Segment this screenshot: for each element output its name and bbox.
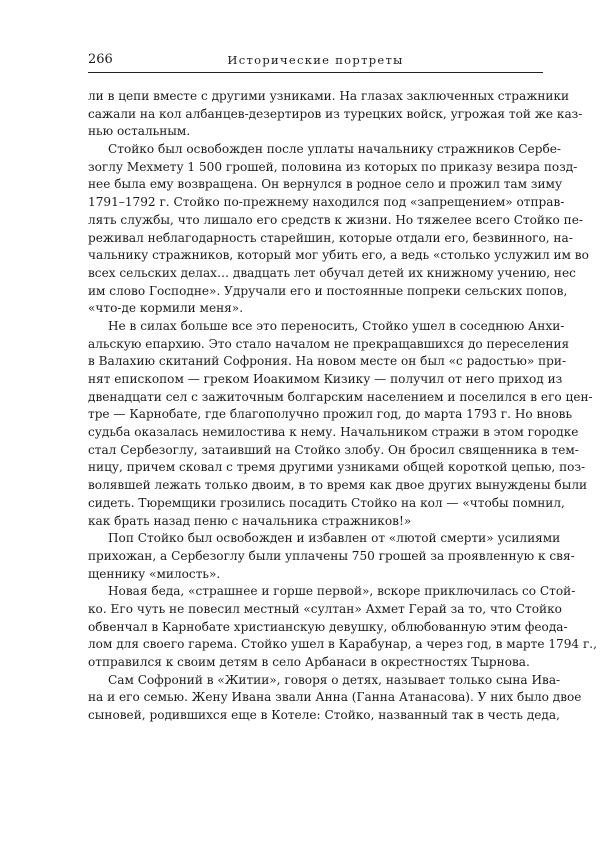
text-line: как брать назад пеню с начальника стражников!» [88,513,412,528]
text-line: волявшей лежать только двоим, в то время как двое других вынуждены были [88,478,588,493]
text-line: отправился к своим детям в село Арбанаси в окрестностях Тырнова. [88,655,530,669]
text-line: Не в силах больше все это переносить, Стойко ушел в соседнюю Анхи- [108,318,565,333]
text-line: сидеть. Тюремщики грозились посадить Стойко на кол — «чтобы помнил, [88,495,565,510]
text-line: нее была ему возвращена. Он вернулся в родное село и прожил там зиму [88,177,563,192]
text-line: двенадцати сел с зажиточным болгарским населением и поселился в его цен- [88,389,593,404]
text-line: всех сельских делах… двадцать лет обучал детей их книжному учению, нес [88,265,576,280]
text-line: в Валахию скитаний Софрония. На новом месте он был «с радостью» при- [88,354,567,369]
text-line: ли в цепи вместе с другими узниками. На глазах заключенных стражники [88,89,570,103]
text-line: Поп Стойко был освобожден и избавлен от «лютой смерти» усилиями [108,531,561,546]
text-line: им слово Господне». Удручали его и постоянные попреки сельских попов, [88,283,568,298]
page-number: 266 [88,52,113,67]
text-line: лять службы, что лишало его средств к жизни. Но тяжелее всего Стойко пе- [88,212,583,227]
paragraph [88,672,582,725]
text-line: ницу, причем сковал с тремя другими узниками общей короткой цепью, поз- [88,460,586,475]
text-line: щеннику «милость». [88,566,221,581]
paragraph [88,88,583,141]
text-line: обвенчал в Карнобате христианскую девушку, облюбованную этим феода- [88,619,568,634]
paragraph [88,141,589,318]
text-line: Новая беда, «страшнее и горше первой», вскоре приключилась со Стой- [108,584,576,599]
text-line: Сам Софроний в «Житии», говоря о детях, называет только сына Ива- [108,672,561,687]
text-line: прихожан, а Сербезоглу были уплачены 750 грошей за проявленную к свя- [88,548,575,563]
text-line: нью остальным. [88,124,191,139]
body-text [88,88,597,725]
text-line: стал Сербезоглу, затаивший на Стойко злобу. Он бросил священника в тем- [88,442,579,457]
text-line: чальнику стражников, который мог убить его, а ведь «столько услужил им во [88,248,589,263]
text-line: нят епископом — греком Иоакимом Кизику — получил от него приход из [88,372,563,386]
text-line: 1791–1792 г. Стойко по-прежнему находился под «запрещением» отправ- [88,195,565,210]
paragraph [88,318,593,530]
running-header [88,52,543,73]
paragraph [88,583,597,671]
text-line: судьба оказалась немилостива к нему. Начальником стражи в этом городке [88,425,579,440]
text-line: на и его семью. Жену Ивана звали Анна (Ганна Атанасова). У них было двое [88,690,582,705]
text-line: зоглу Мехмету 1 500 грошей, половина из которых по приказу везира позд- [88,159,578,174]
text-line: ко. Его чуть не повесил местный «султан» Ахмет Герай за то, что Стойко [88,601,562,616]
text-line: сыновей, родившихся еще в Котеле: Стойко, названный так в честь деда, [88,708,560,723]
text-line: сажали на кол албанцев-дезертиров из турецких войск, угрожая той же каз- [88,106,583,121]
text-line: «что-де кормили меня». [88,301,244,316]
running-title: Исторические портреты [227,53,404,67]
text-line: тре — Карнобате, где благополучно прожил год, до марта 1793 г. Но вновь [88,407,573,422]
text-line: реживал неблагодарность старейшин, которые отдали его, безвинного, на- [88,230,573,245]
text-line: Стойко был освобожден после уплаты начальнику стражников Сербе- [108,142,561,157]
text-line: альскую епархию. Это стало началом не прекращавшихся до переселения [88,336,570,351]
text-line: лом для своего гарема. Стойко ушел в Карабунар, а через год, в марте 1794 г., [88,637,597,652]
paragraph [88,530,575,583]
